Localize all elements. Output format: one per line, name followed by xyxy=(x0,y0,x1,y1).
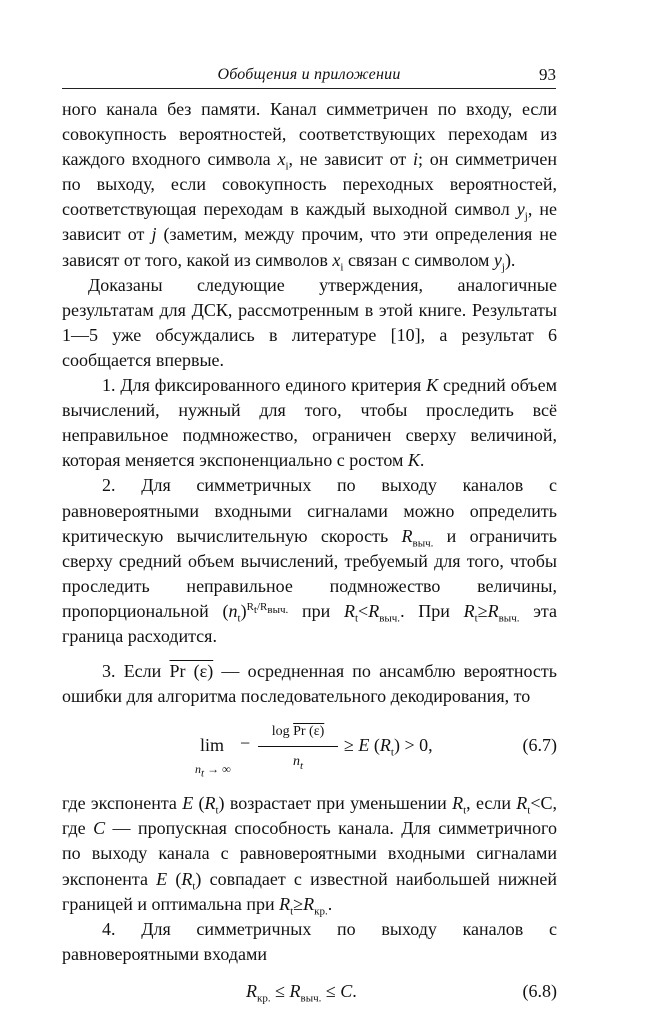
equation-number: (6.8) xyxy=(522,980,557,1001)
list-item-2: 2. Для симметричных по выходу каналов с равновероятными входными сигналами можно определить критическую вычислительную скорость $R_{выч.}$ и ограничить сверху средний объем вычислений, требуемый для того, чтобы проследить неправильное подмножество величины, пропорциональной $(n_t)^{R_t/R_{выч.}}$ при $R_t<R_{выч.}$. При $R_t\ge R_{выч.}$ эта граница расходится. xyxy=(62,475,558,646)
equation-6-8 xyxy=(62,973,557,1011)
equation-number: (6.7) xyxy=(522,735,557,756)
fraction xyxy=(258,719,338,774)
equation-6-7: lim $n_t$ → ∞ − $\frac{\text{log Pr (ε)}}{n_t}$ ≥ E $(R_t) > 0$, (6.7) xyxy=(62,713,557,783)
running-header xyxy=(62,64,556,88)
lim-operator: lim xyxy=(200,735,225,756)
page-number: 93 xyxy=(539,65,556,84)
list-item-3: 3. Если Pr (ε) — осредненная по ансамблю вероятность ошибки для алгоритма последовательного декодирования, то xyxy=(62,661,557,707)
list-item-1: 1. Для фиксированного единого критерия K средний объем вычислений, нужный для того, чтобы проследить всё неправильное подмножество, ограничен сверху величиной, которая меняется экспоненциально с ростом K. xyxy=(62,375,557,471)
fraction-numerator: log Pr (ε) xyxy=(258,719,338,747)
running-title: Обобщения и приложении xyxy=(217,66,401,83)
paragraph-2: Доказаны следующие утверждения, аналогичные результатам для ДСК, рассмотренным в этой книге. Результаты 1—5 уже обсуждались в литературе [10], а результат 6 сообщается впервые. xyxy=(62,274,557,370)
paragraph-1: ного канала без памяти. Канал симметричен по входу, если совокупность вероятностей, соответствующих переходам из каждого входного символа $x_i$, не зависит от i; он симметричен по выходу, если совокупность переходных вероятностей, соответствующая переходам в каждый выходной символ $y_j$, не зависит от j (заметим, между прочим, что эти определения не зависят от того, какой из символов $x_i$ связан с символом $y_j$). xyxy=(62,99,558,274)
fraction-denominator: $n_t$ xyxy=(292,754,304,773)
inequality-expression: $R_{кр.} \le R_{выч.} \le C$. xyxy=(246,980,357,1005)
paragraph-3: где экспонента E $(R_t)$ возрастает при уменьшении $R_t$, если $R_t<C$, где C — пропускная способность канала. Для симметричного по выходу канала с равновероятными входными сигналами экспонента E $(R_t)$ совпадает с известной наибольшей нижней границей и оптимальна при $R_t\ge R_{кр.}$. xyxy=(62,793,558,918)
lim-subscript: $n_t$ → ∞ xyxy=(195,762,231,780)
header-rule xyxy=(62,88,556,89)
page-body xyxy=(62,97,557,1011)
inequality-rhs: ≥ E $(R_t) > 0$, xyxy=(344,735,433,759)
list-item-4: 4. Для симметричных по выходу каналов с равновероятными входами xyxy=(62,918,557,964)
